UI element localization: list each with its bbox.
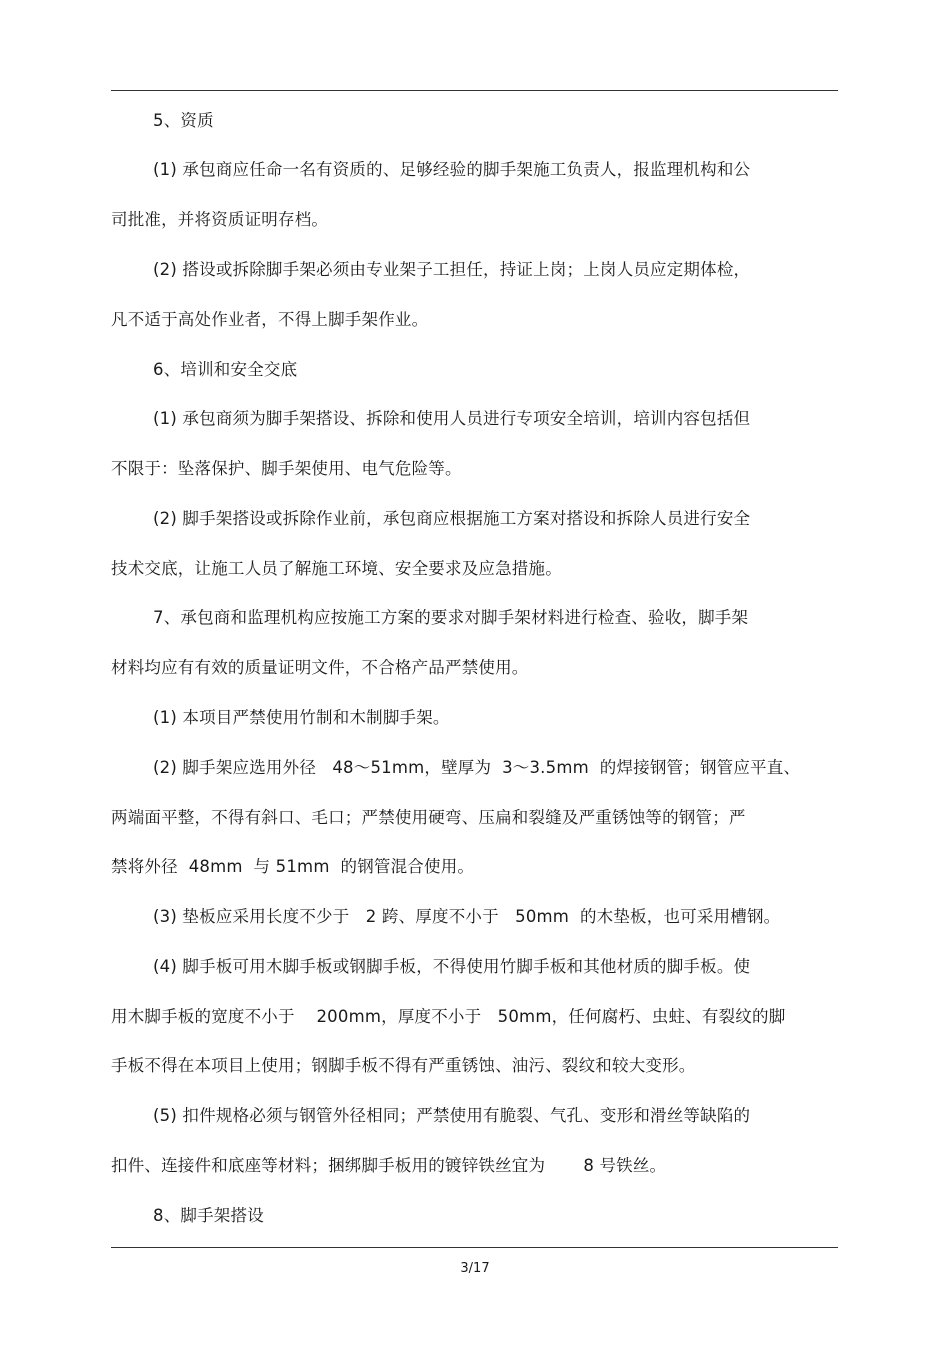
text-line: 7、承包商和监理机构应按施工方案的要求对脚手架材料进行检查、验收，脚手架 (153, 608, 749, 627)
text-line: 技术交底，让施工人员了解施工环境、安全要求及应急措施。 (111, 559, 562, 578)
text-line: (2) 脚手架搭设或拆除作业前，承包商应根据施工方案对搭设和拆除人员进行安全 (153, 509, 751, 528)
text-line: 手板不得在本项目上使用；钢脚手板不得有严重锈蚀、油污、裂纹和较大变形。 (111, 1056, 696, 1075)
text-line: (2) 脚手架应选用外径 48～51mm，壁厚为 3～3.5mm 的焊接钢管；钢管应平直、 (153, 758, 801, 777)
text-line: (1) 本项目严禁使用竹制和木制脚手架。 (153, 708, 450, 727)
text-line: 两端面平整，不得有斜口、毛口；严禁使用硬弯、压扁和裂缝及严重锈蚀等的钢管；严 (111, 808, 746, 827)
text-line: (3) 垫板应采用长度不少于 2 跨、厚度不小于 50mm 的木垫板，也可采用槽钢。 (153, 907, 781, 926)
text-line: 扣件、连接件和底座等材料；捆绑脚手板用的镀锌铁丝宜为 8 号铁丝。 (111, 1156, 667, 1175)
text-line: (5) 扣件规格必须与钢管外径相同；严禁使用有脆裂、气孔、变形和滑丝等缺陷的 (153, 1106, 751, 1125)
text-line: 用木脚手板的宽度不小于 200mm，厚度不小于 50mm，任何腐朽、虫蛀、有裂纹的脚 (111, 1007, 786, 1026)
text-line: 不限于：坠落保护、脚手架使用、电气危险等。 (111, 459, 462, 478)
text-line: 6、培训和安全交底 (153, 360, 298, 379)
text-line: (1) 承包商须为脚手架搭设、拆除和使用人员进行专项安全培训，培训内容包括但 (153, 409, 751, 428)
text-line: 司批准，并将资质证明存档。 (111, 210, 329, 229)
text-line: (2) 搭设或拆除脚手架必须由专业架子工担任，持证上岗；上岗人员应定期体检， (153, 260, 751, 279)
text-line: 凡不适于高处作业者，不得上脚手架作业。 (111, 310, 429, 329)
page-number: 3/17 (460, 1261, 490, 1276)
text-line: (4) 脚手板可用木脚手板或钢脚手板，不得使用竹脚手板和其他材质的脚手板。使 (153, 957, 751, 976)
header-rule (111, 90, 838, 91)
footer-rule (111, 1247, 838, 1248)
text-line: 材料均应有有效的质量证明文件，不合格产品严禁使用。 (111, 658, 529, 677)
text-line: 5、资质 (153, 111, 214, 130)
text-line: 8、脚手架搭设 (153, 1206, 264, 1225)
text-line: 禁将外径 48mm 与 51mm 的钢管混合使用。 (111, 857, 475, 876)
text-line: (1) 承包商应任命一名有资质的、足够经验的脚手架施工负责人，报监理机构和公 (153, 160, 751, 179)
